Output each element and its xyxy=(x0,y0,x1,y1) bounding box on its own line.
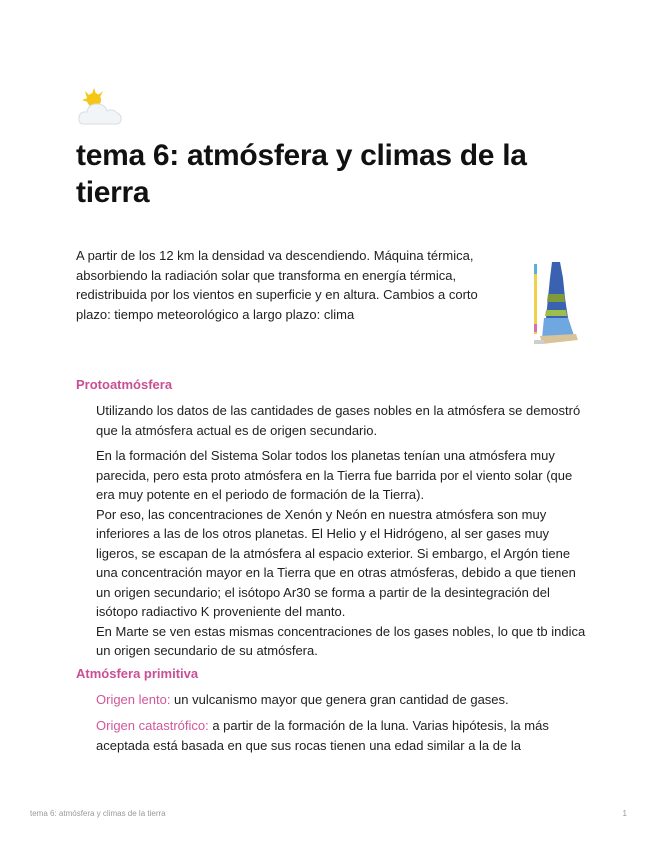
term-label: Origen lento: xyxy=(96,692,171,707)
paragraph: En Marte se ven estas mismas concentraciones de los gases nobles, lo que tb indica un origen secundario de su atmósfera. xyxy=(96,623,586,658)
paragraph: Utilizando los datos de las cantidades de gases nobles en la atmósfera se demostró que la atmósfera actual es de origen secundario. xyxy=(96,403,581,438)
origen-lento-item xyxy=(96,690,586,710)
protoatmosfera-block-2 xyxy=(96,446,586,661)
term-label: Origen catastrófico: xyxy=(96,718,209,733)
origen-catastrofico-item xyxy=(96,716,586,755)
footer-title: tema 6: atmósfera y climas de la tierra xyxy=(30,809,166,818)
section-heading-protoatmosfera: Protoatmósfera xyxy=(76,377,173,392)
section-heading-atmosfera-primitiva: Atmósfera primitiva xyxy=(76,666,199,681)
paragraph: Por eso, las concentraciones de Xenón y Neón en nuestra atmósfera son muy inferiores a las de los otros planetas. El Helio y el Hidrógeno, al ser gases muy ligeros, se escapan de la atmósfera al espacio exterior. Si embargo, el Argón tiene una concentración mayor en la Tierra que en otras atmósferas, debido a que tienen un origen secundario; el isótopo Ar30 se forma a partir de la desintegración del isótopo radiactivo K proveniente del manto. xyxy=(96,506,576,619)
protoatmosfera-block-1 xyxy=(96,401,586,440)
sun-behind-cloud-icon xyxy=(76,88,124,128)
paragraph: En la formación del Sistema Solar todos los planetas tenían una atmósfera muy parecida, pero esta proto atmósfera en la Tierra fue barrida por el viento solar (que era muy potente en el periodo de formación de la Tierra). xyxy=(96,448,573,502)
atmosphere-layers-diagram xyxy=(530,258,582,348)
page-title: tema 6: atmósfera y climas de la tierra xyxy=(76,139,527,209)
page-number: 1 xyxy=(622,809,627,818)
page-icon xyxy=(76,88,124,128)
intro-paragraph: A partir de los 12 km la densidad va descendiendo. Máquina térmica, absorbiendo la radiación solar que transforma en energía térmica, redistribuida por los vientos en superficie y en altura. Cambios a corto plazo: tiempo meteorológico a largo plazo: clima xyxy=(76,248,478,322)
term-description: a partir de la formación de la luna. Varias hipótesis, la más aceptada está basada en que sus rocas tienen una edad similar a la de la xyxy=(96,718,549,753)
term-description: un vulcanismo mayor que genera gran cantidad de gases. xyxy=(170,692,509,707)
